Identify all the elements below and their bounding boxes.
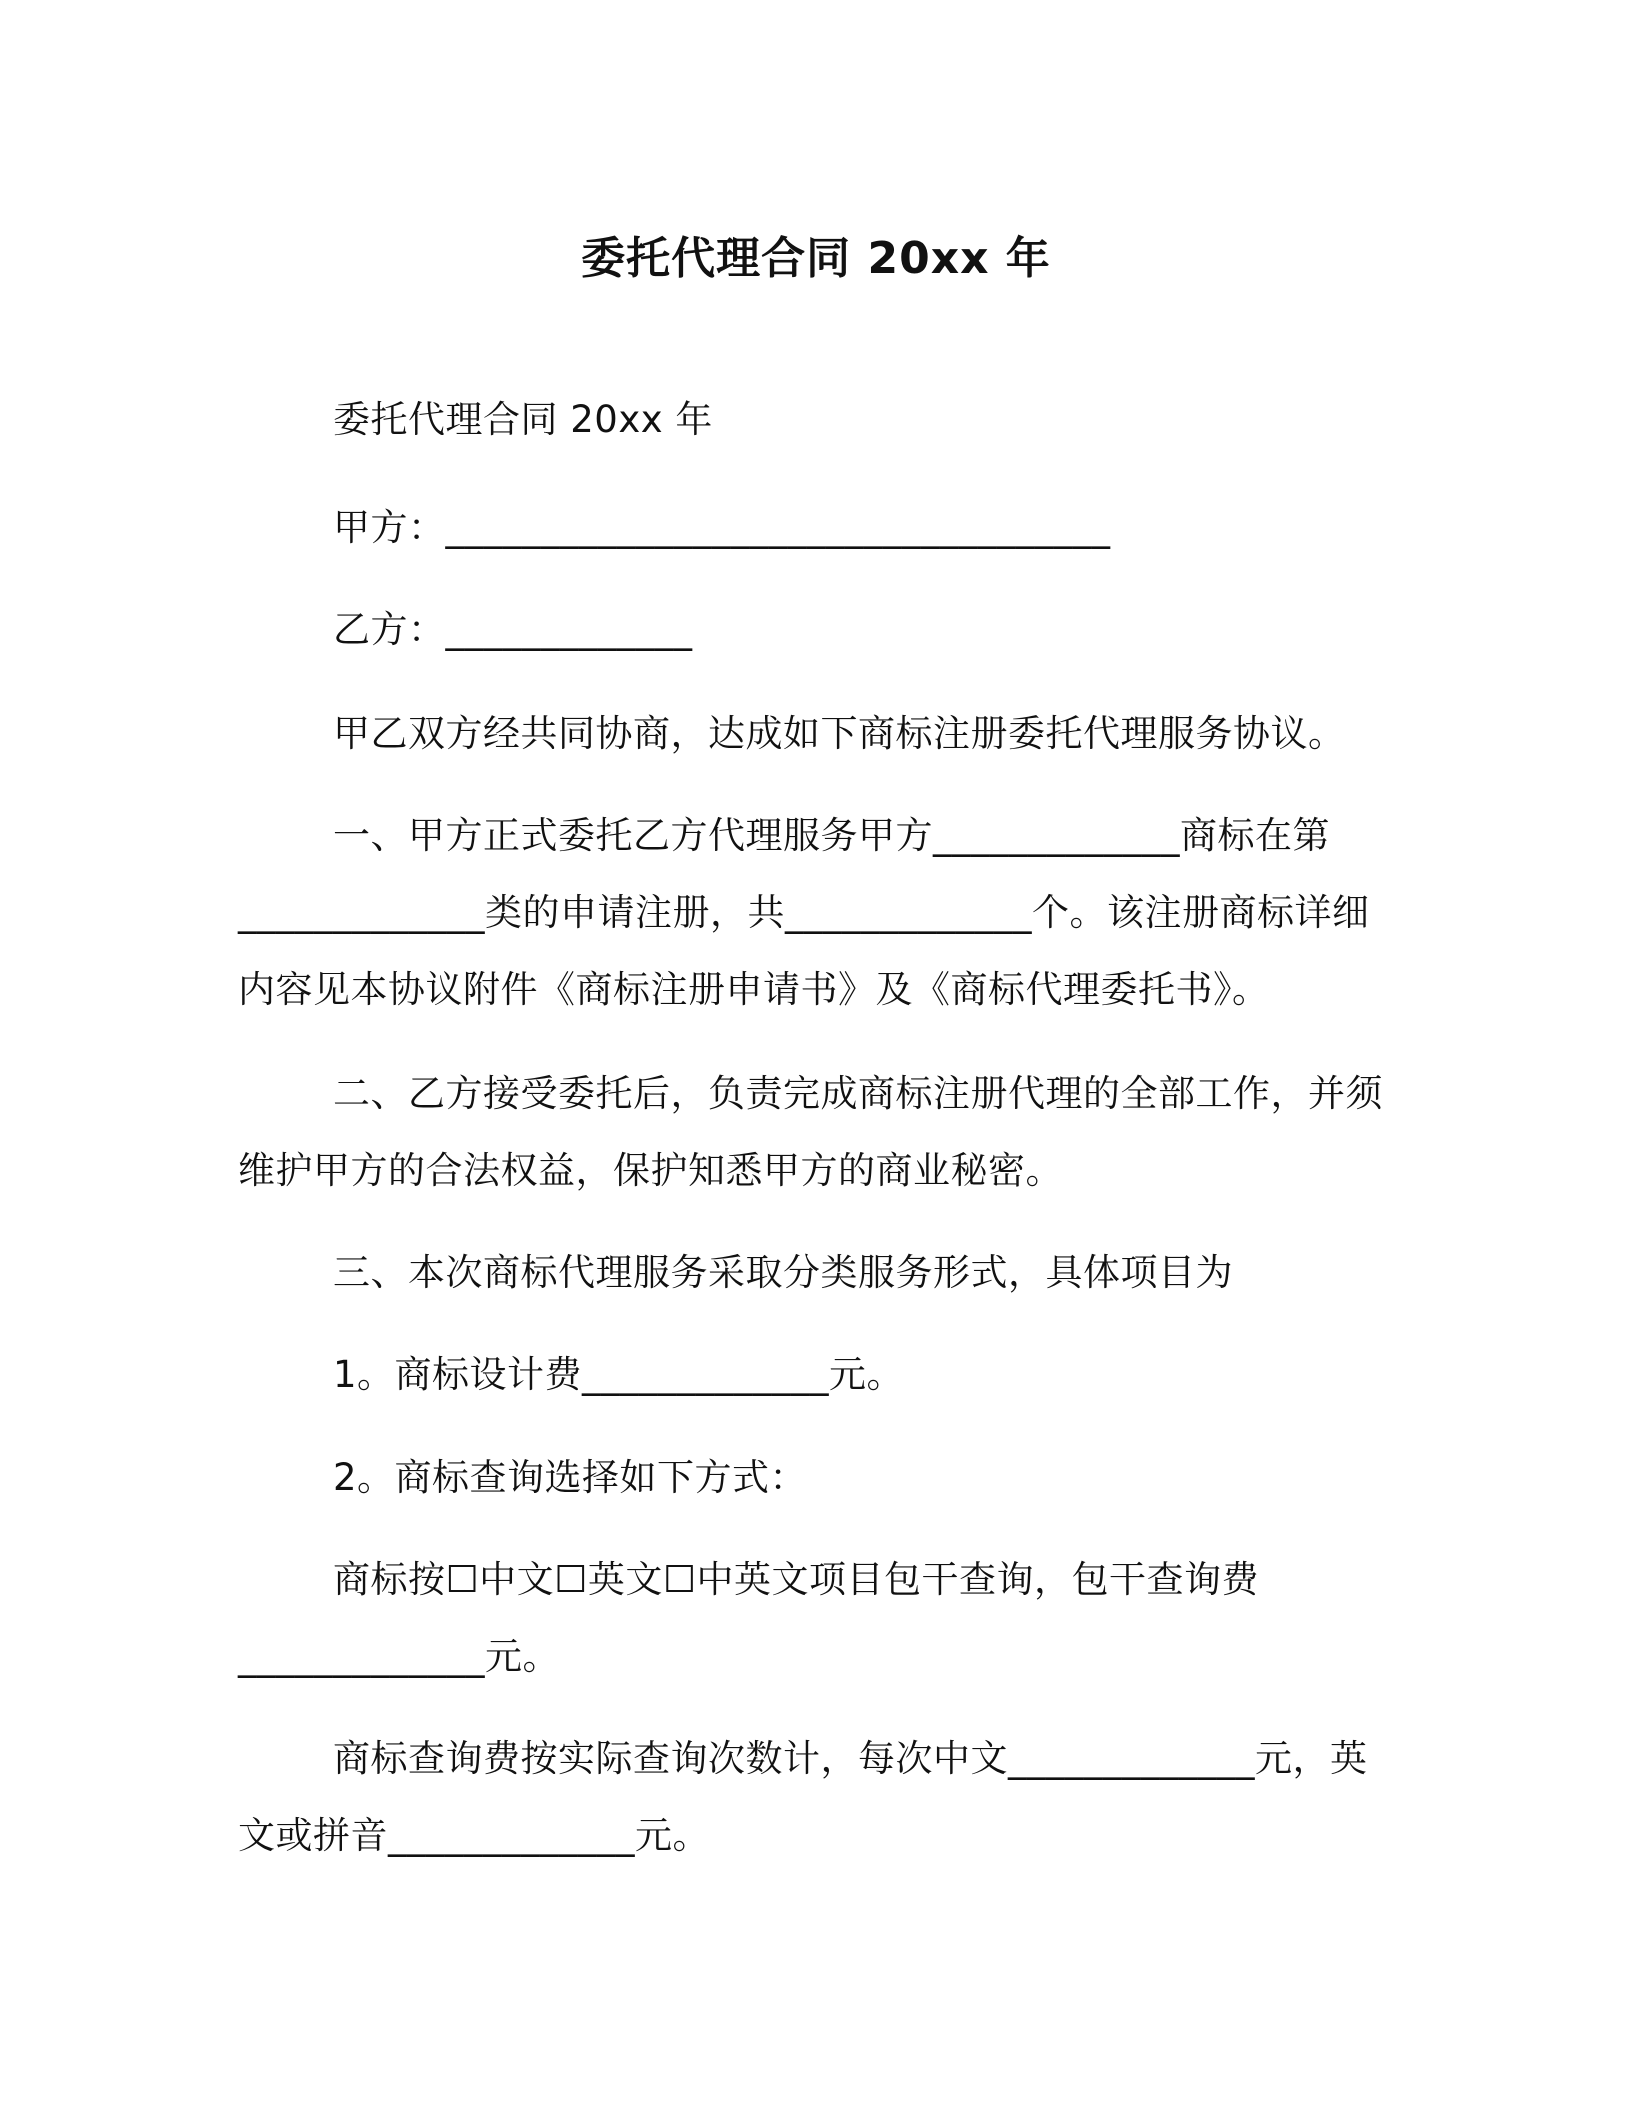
clause-3-line-1: 三、本次商标代理服务采取分类服务形式，具体项目为 <box>333 1251 1233 1294</box>
query-per-time-line-1: 商标查询费按实际查询次数计，每次中文_____________元，英 <box>333 1737 1368 1780</box>
intro-paragraph: 甲乙双方经共同协商，达成如下商标注册委托代理服务协议。 <box>333 712 1346 755</box>
item-1-design-fee: 1。商标设计费_____________元。 <box>333 1353 905 1396</box>
document-title: 委托代理合同 20xx 年 <box>581 233 1051 284</box>
clause-1-line-1: 一、甲方正式委托乙方代理服务甲方_____________商标在第 <box>333 814 1330 857</box>
item-2-query-method: 2。商标查询选择如下方式： <box>333 1456 808 1499</box>
query-package-line-1: 商标按☐中文☐英文☐中英文项目包干查询，包干查询费 <box>333 1558 1260 1601</box>
document-subtitle: 委托代理合同 20xx 年 <box>333 398 713 441</box>
clause-1-line-2: _____________类的申请注册，共_____________个。该注册商标详细 <box>238 891 1370 934</box>
party-b-line: 乙方：_____________ <box>333 608 693 651</box>
clause-1-line-3: 内容见本协议附件《商标注册申请书》及《商标代理委托书》。 <box>238 968 1270 1011</box>
clause-2-line-1: 二、乙方接受委托后，负责完成商标注册代理的全部工作，并须 <box>333 1072 1383 1115</box>
clause-2-line-2: 维护甲方的合法权益，保护知悉甲方的商业秘密。 <box>238 1149 1063 1192</box>
party-a-line: 甲方：___________________________________ <box>333 506 1111 549</box>
query-per-time-line-2: 文或拼音_____________元。 <box>238 1814 710 1857</box>
query-package-line-2: _____________元。 <box>238 1635 560 1678</box>
